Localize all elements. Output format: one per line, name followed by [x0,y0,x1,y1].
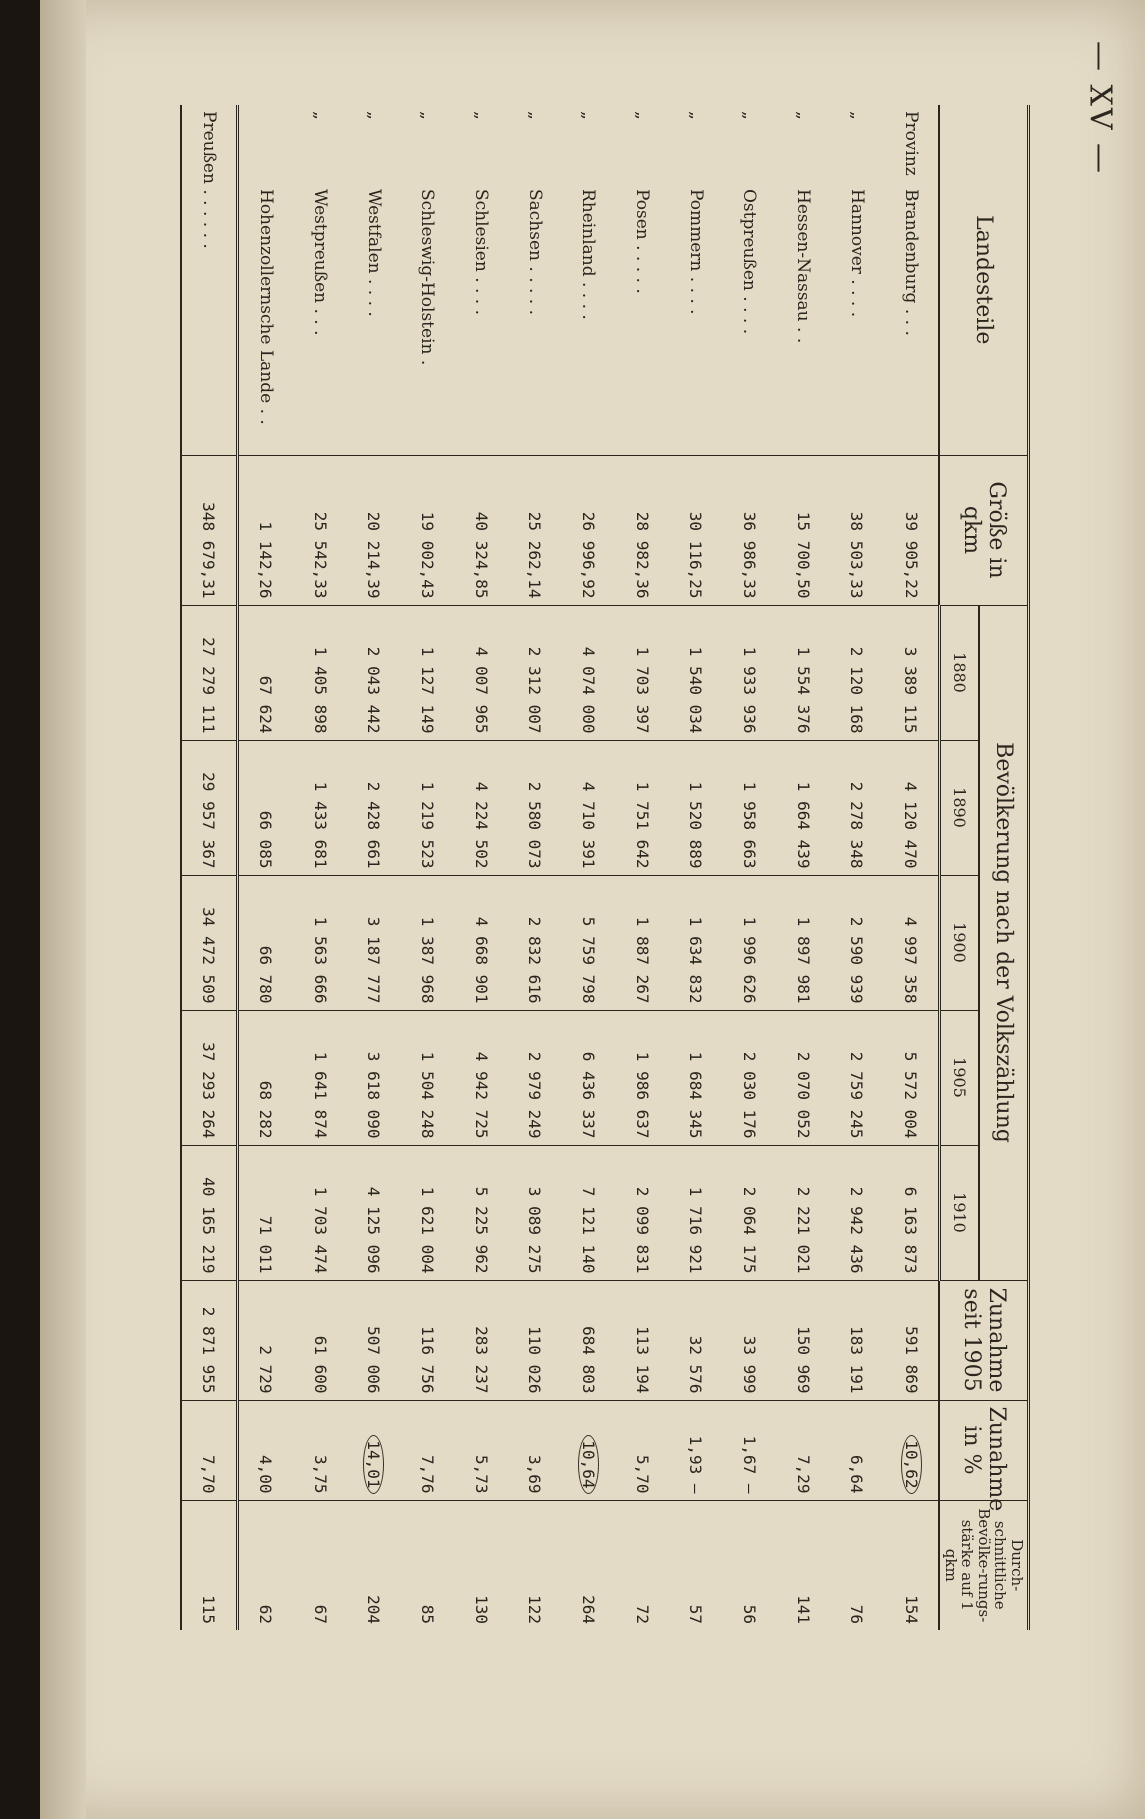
total-pct: 7,70 [181,1400,238,1500]
cell-region [723,105,777,455]
cell-1910: 1 621 004 [401,1145,455,1280]
cell-1890: 4 224 502 [454,740,508,875]
cell-pct: 1,93 — [669,1400,723,1500]
cell-1910: 6 163 873 [884,1145,940,1280]
region-prefix: Provinz [901,111,922,176]
cell-1880: 1 554 376 [776,605,830,740]
header-year: 1890 [940,740,979,875]
cell-density: 56 [739,1604,759,1624]
region-name: Ostpreußen . . . . [739,189,760,335]
cell-1910: 3 089 275 [508,1145,562,1280]
cell-increase: 684 803 [562,1280,616,1400]
cell-1880: 1 933 936 [723,605,777,740]
cell-1905: 5 572 004 [884,1010,940,1145]
cell-1905: 2 030 176 [723,1010,777,1145]
cell-1910: 2 221 021 [776,1145,830,1280]
cell-region [830,105,884,455]
cell-1900: 66 780 [237,875,293,1010]
cell-1890: 66 085 [237,740,293,875]
region-name: Brandenburg . . . [901,189,922,336]
cell-region [615,105,669,455]
cell-area: 1 142,26 [237,455,293,605]
region-prefix: „ [632,111,653,120]
table-row [723,105,777,1630]
cell-1880: 1 540 034 [669,605,723,740]
total-row [181,105,238,1630]
cell-1905: 4 942 725 [454,1010,508,1145]
cell-1890: 1 520 889 [669,740,723,875]
table-row [454,105,508,1630]
cell-pct: 5,73 [454,1400,508,1500]
cell-1910: 2 064 175 [723,1145,777,1280]
cell-1910: 71 011 [237,1145,293,1280]
page-gutter [40,0,86,1819]
cell-increase: 33 999 [723,1280,777,1400]
cell-1900: 2 832 616 [508,875,562,1010]
cell-1890: 1 664 439 [776,740,830,875]
cell-1880: 3 389 115 [884,605,940,740]
cell-1890: 1 219 523 [401,740,455,875]
cell-increase: 591 869 [884,1280,940,1400]
cell-pct: 5,70 [615,1400,669,1500]
cell-1905: 2 070 052 [776,1010,830,1145]
cell-density: 72 [632,1604,652,1624]
cell-1905: 1 504 248 [401,1010,455,1145]
cell-1905: 6 436 337 [562,1010,616,1145]
cell-region [884,105,940,455]
cell-1910: 1 703 474 [293,1145,347,1280]
cell-increase: 116 756 [401,1280,455,1400]
region-prefix: „ [793,111,814,120]
header-year: 1910 [940,1145,979,1280]
cell-1890: 2 278 348 [830,740,884,875]
cell-1880: 67 624 [237,605,293,740]
cell-1900: 4 668 901 [454,875,508,1010]
cell-1905: 3 618 090 [347,1010,401,1145]
table-body [237,105,939,1630]
header-area: Größe in qkm [940,455,1029,605]
cell-1880: 2 120 168 [830,605,884,740]
cell-density: 141 [793,1595,813,1624]
header-increase-abs: Zunahme seit 1905 [940,1280,1029,1400]
region-prefix: „ [685,111,706,120]
total-1910: 40 165 219 [181,1145,238,1280]
region-name: Sachsen . . . . . [524,189,545,316]
table-row [615,105,669,1630]
cell-area: 40 324,85 [454,455,508,605]
cell-region [293,105,347,455]
region-prefix: „ [363,111,384,120]
cell-region [347,105,401,455]
cell-pct [562,1400,616,1500]
header-year: 1880 [940,605,979,740]
cell-1890: 2 428 661 [347,740,401,875]
header-density: Durch-schnittliche Bevölke-rungs-stärke auf 1 qkm [940,1500,1029,1630]
cell-area: 25 542,33 [293,455,347,605]
cell-density: 264 [578,1595,598,1624]
table-row [293,105,347,1630]
cell-1880: 1 703 397 [615,605,669,740]
cell-pct: 6,64 [830,1400,884,1500]
region-name: Pommern . . . . [685,189,706,315]
total-1900: 34 472 509 [181,875,238,1010]
cell-1900: 4 997 358 [884,875,940,1010]
cell-density: 204 [364,1595,384,1624]
region-name: Hannover . . . . [846,189,867,318]
cell-region [454,105,508,455]
rotated-table-wrapper [198,105,1030,1630]
cell-region [669,105,723,455]
cell-1910: 2 099 831 [615,1145,669,1280]
cell-1900: 1 996 626 [723,875,777,1010]
cell-pct: 3,75 [293,1400,347,1500]
cell-density: 57 [686,1604,706,1624]
region-prefix: „ [846,111,867,120]
cell-1910: 2 942 436 [830,1145,884,1280]
header-increase-pct: Zunahme in % [940,1400,1029,1500]
table-row [401,105,455,1630]
total-1905: 37 293 264 [181,1010,238,1145]
region-prefix: „ [578,111,599,120]
cell-1905: 1 986 637 [615,1010,669,1145]
cell-1880: 4 007 965 [454,605,508,740]
cell-increase: 113 194 [615,1280,669,1400]
cell-region [508,105,562,455]
region-name: Schlesien . . . . [471,189,492,316]
table-row [830,105,884,1630]
region-prefix: „ [739,111,760,120]
cell-increase: 183 191 [830,1280,884,1400]
cell-area: 36 986,33 [723,455,777,605]
cell-1890: 1 433 681 [293,740,347,875]
cell-1890: 1 751 642 [615,740,669,875]
region-name: Schleswig-Holstein . [417,189,438,366]
cell-density: 62 [256,1604,276,1624]
cell-increase: 507 006 [347,1280,401,1400]
region-name: Rheinland . . . . [578,189,599,320]
region-name: Westpreußen . . . [310,189,331,336]
cell-1890: 1 958 663 [723,740,777,875]
cell-pct [884,1400,940,1500]
region-prefix: „ [417,111,438,120]
circled-value: 10,64 [578,1435,599,1493]
total-increase: 2 871 955 [181,1280,238,1400]
cell-increase: 110 026 [508,1280,562,1400]
cell-region [776,105,830,455]
cell-increase: 2 729 [237,1280,293,1400]
cell-1910: 4 125 096 [347,1145,401,1280]
header-region: Landesteile [940,105,1029,455]
cell-1880: 2 043 442 [347,605,401,740]
table-row [884,105,940,1630]
total-area: 348 679,31 [181,455,238,605]
population-table [180,105,1030,1630]
cell-area: 30 116,25 [669,455,723,605]
cell-1890: 2 580 073 [508,740,562,875]
cell-area: 26 996,92 [562,455,616,605]
cell-region [237,105,293,455]
cell-density: 76 [847,1604,867,1624]
cell-1900: 2 590 939 [830,875,884,1010]
cell-1880: 4 074 000 [562,605,616,740]
cell-area: 19 002,43 [401,455,455,605]
total-1880: 27 279 111 [181,605,238,740]
region-name: Hessen-Nassau . . [793,189,814,344]
cell-pct: 1,67 — [723,1400,777,1500]
cell-area: 15 700,50 [776,455,830,605]
cell-area: 28 982,36 [615,455,669,605]
book-page [40,0,1145,1819]
region-name: Westfalen . . . . [363,189,384,317]
cell-1905: 1 641 874 [293,1010,347,1145]
table-row [669,105,723,1630]
table-row [508,105,562,1630]
cell-1900: 1 387 968 [401,875,455,1010]
region-prefix: „ [471,111,492,120]
cell-density: 67 [310,1604,330,1624]
cell-region [562,105,616,455]
cell-1905: 2 979 249 [508,1010,562,1145]
cell-1890: 4 120 470 [884,740,940,875]
cell-1880: 1 405 898 [293,605,347,740]
cell-1880: 2 312 007 [508,605,562,740]
table-row [237,105,293,1630]
cell-1900: 3 187 777 [347,875,401,1010]
cell-1905: 1 684 345 [669,1010,723,1145]
circled-value: 10,62 [901,1435,922,1493]
cell-density: 154 [901,1595,921,1624]
cell-1880: 1 127 149 [401,605,455,740]
table-row [347,105,401,1630]
cell-area: 38 503,33 [830,455,884,605]
cell-1910: 1 716 921 [669,1145,723,1280]
total-name: Preußen . . . . . . [181,105,238,455]
cell-area: 20 214,39 [347,455,401,605]
cell-1900: 1 563 666 [293,875,347,1010]
header-census: Bevölkerung nach der Volkszählung [979,605,1029,1280]
cell-1910: 5 225 962 [454,1145,508,1280]
cell-1900: 1 887 267 [615,875,669,1010]
cell-increase: 32 576 [669,1280,723,1400]
total-1890: 29 957 367 [181,740,238,875]
cell-pct: 3,69 [508,1400,562,1500]
region-prefix: „ [310,111,331,120]
cell-area: 39 905,22 [884,455,940,605]
region-prefix: „ [524,111,545,120]
cell-1905: 2 759 245 [830,1010,884,1145]
table-row [776,105,830,1630]
cell-density: 130 [471,1595,491,1624]
page-number: — XV — [1082,40,1118,176]
cell-1905: 68 282 [237,1010,293,1145]
cell-1900: 1 897 981 [776,875,830,1010]
cell-1910: 7 121 140 [562,1145,616,1280]
cell-1890: 4 710 391 [562,740,616,875]
table-row [562,105,616,1630]
cell-increase: 283 237 [454,1280,508,1400]
cell-pct: 7,29 [776,1400,830,1500]
cell-1900: 5 759 798 [562,875,616,1010]
cell-density: 122 [525,1595,545,1624]
cell-area: 25 262,14 [508,455,562,605]
cell-increase: 61 600 [293,1280,347,1400]
cell-density: 85 [417,1604,437,1624]
cell-pct: 4,00 [237,1400,293,1500]
region-name: Hohenzollernsche Lande . . [256,189,276,425]
total-density: 115 [181,1500,238,1630]
circled-value: 14,01 [363,1435,384,1493]
cell-increase: 150 969 [776,1280,830,1400]
cell-pct: 7,76 [401,1400,455,1500]
region-name: Posen . . . . . [632,189,653,294]
cell-1900: 1 634 832 [669,875,723,1010]
header-year: 1905 [940,1010,979,1145]
cell-pct [347,1400,401,1500]
header-year: 1900 [940,875,979,1010]
cell-region [401,105,455,455]
